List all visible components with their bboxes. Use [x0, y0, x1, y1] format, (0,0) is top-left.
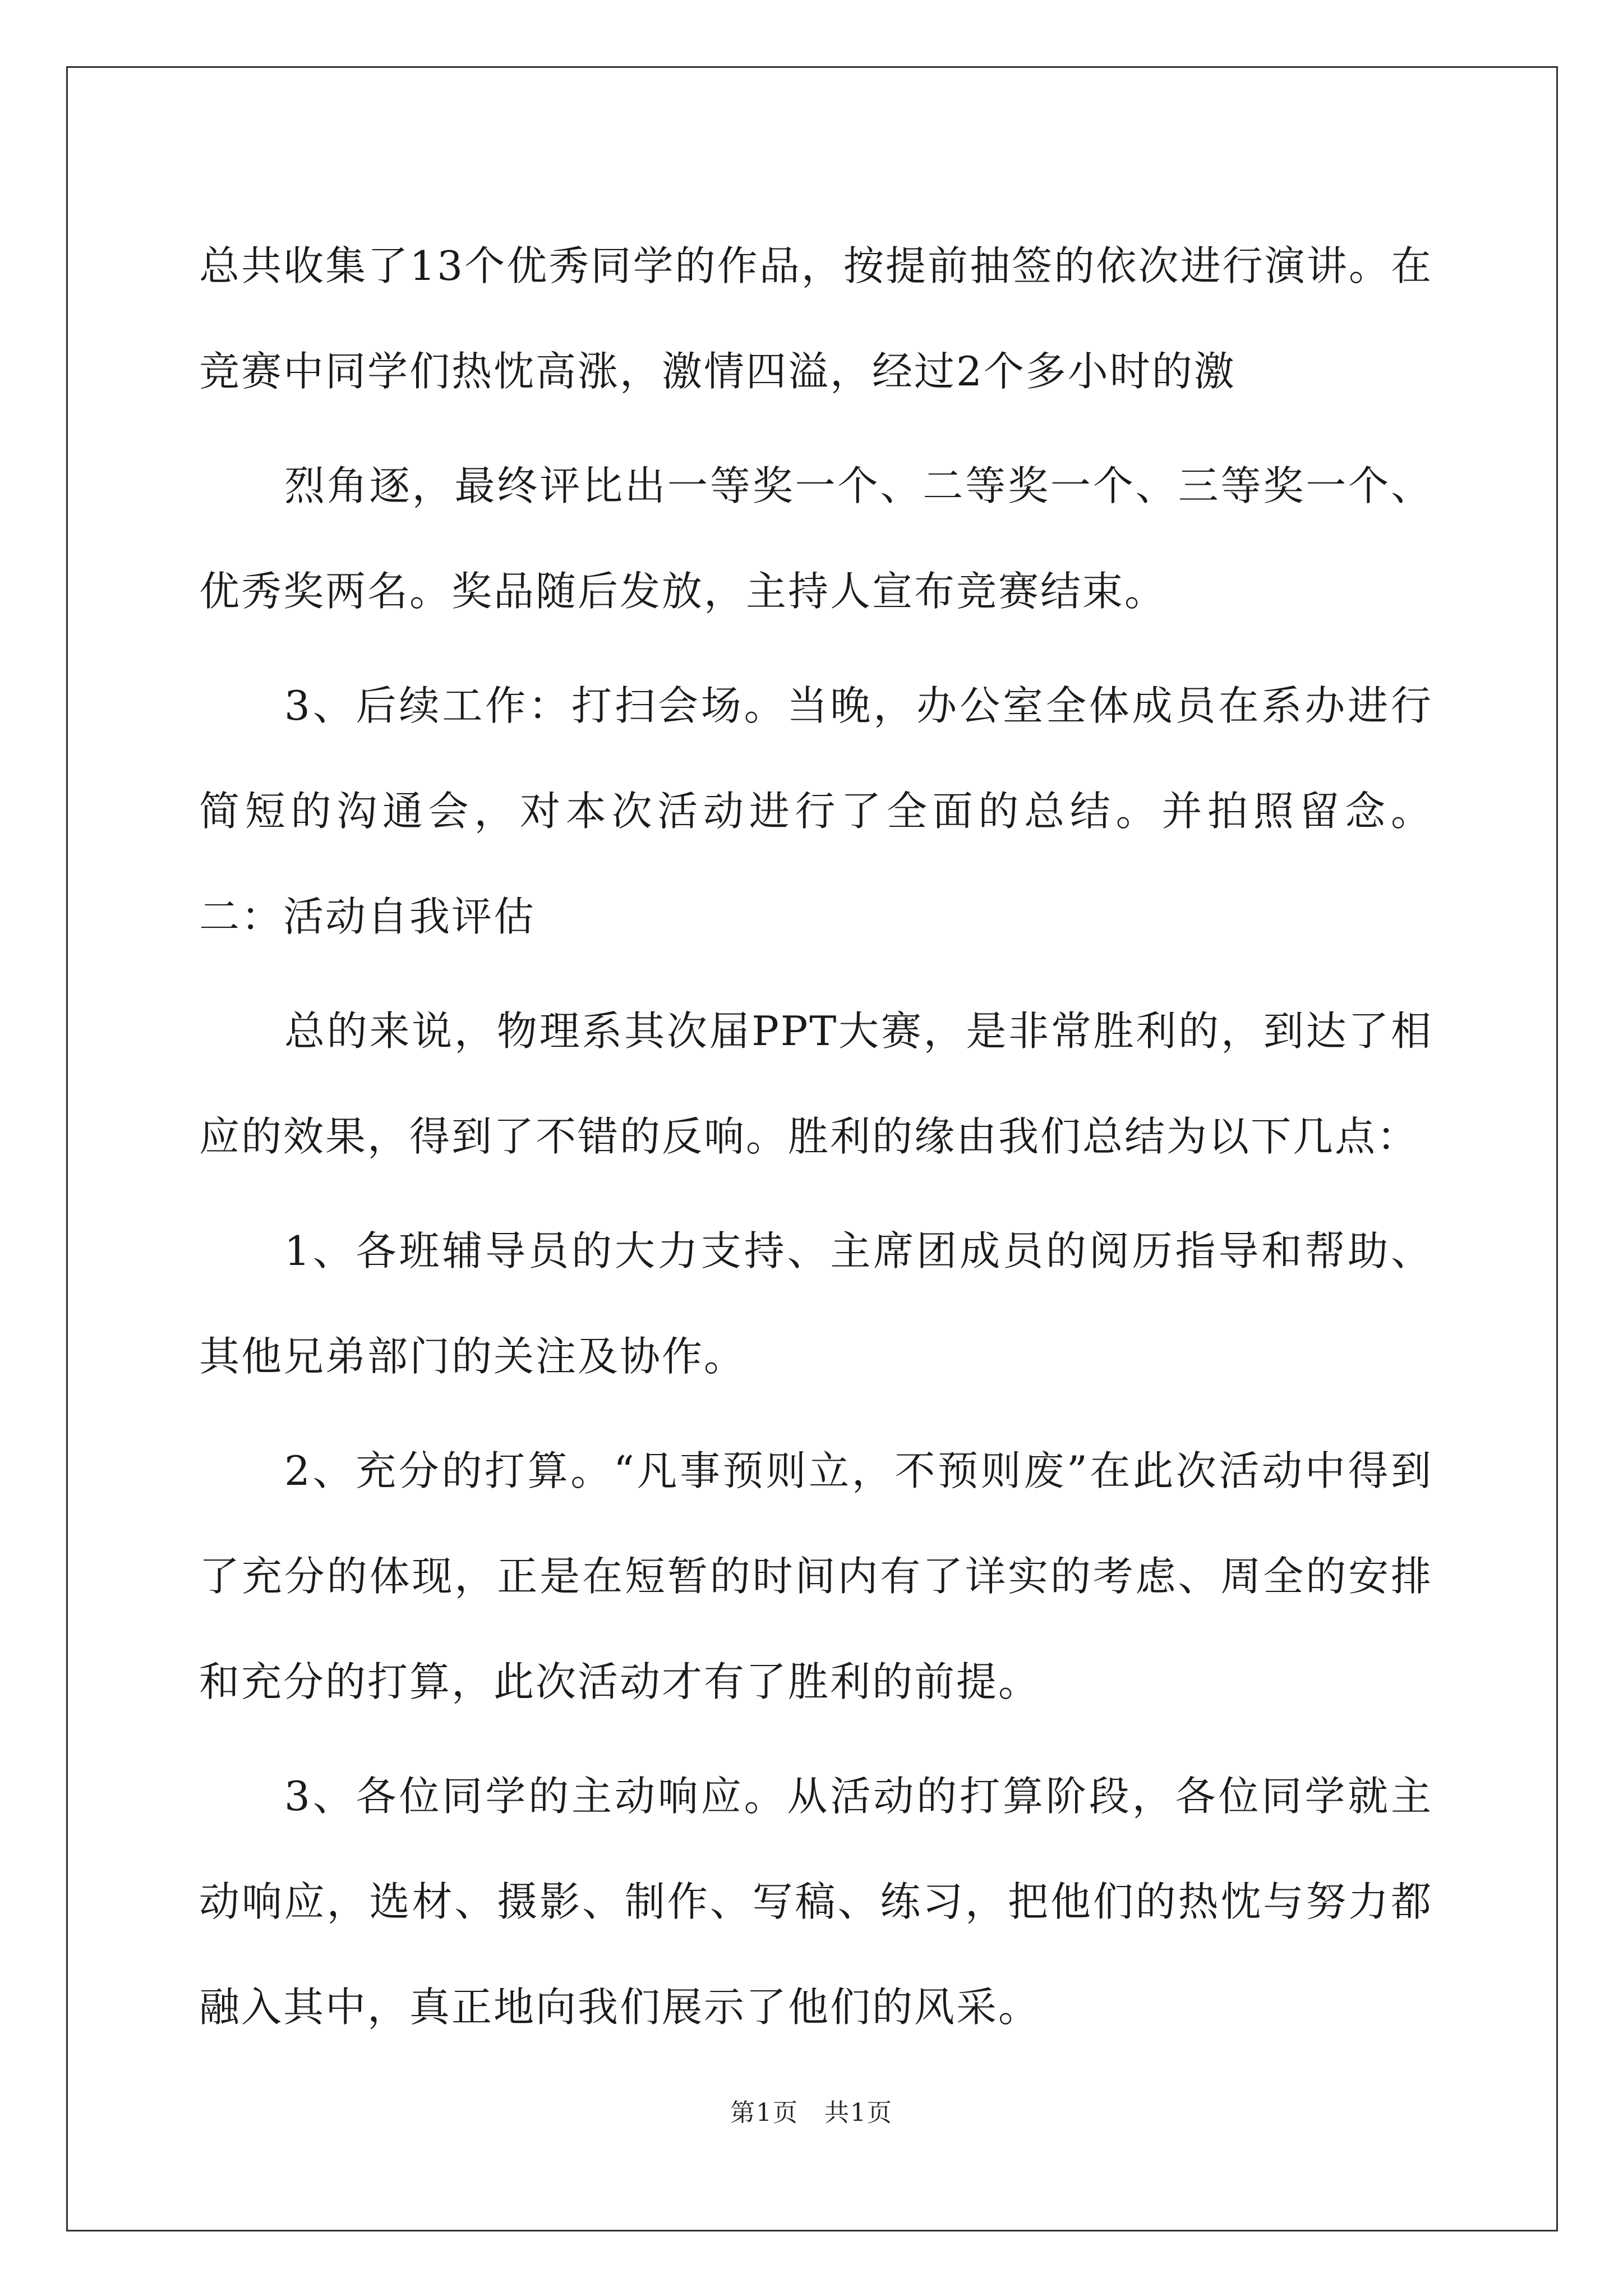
document-body: [199, 213, 1433, 2060]
paragraph-3: 3、后续工作：打扫会场。当晚，办公室全体成员在系办进行简短的沟通会，对本次活动进行了全面的总结。并拍照留念。 二：活动自我评估: [199, 682, 1433, 940]
paragraph-4: 总的来说，物理系其次届PPT大赛，是非常胜利的，到达了相应的效果，得到了不错的反响。胜利的缘由我们总结为以下几点：: [199, 1007, 1433, 1160]
page-footer: 第1页 共1页: [730, 2099, 893, 2127]
paragraph-6: 2、充分的打算。“凡事预则立，不预则废”在此次活动中得到了充分的体现，正是在短暂的时间内有了详实的考虑、周全的安排和充分的打算，此次活动才有了胜利的前提。: [199, 1447, 1433, 1705]
paragraph-7: 3、各位同学的主动响应。从活动的打算阶段，各位同学就主动响应，选材、摄影、制作、写稿、练习，把他们的热忱与努力都融入其中，真正地向我们展示了他们的风采。: [199, 1773, 1433, 2031]
paragraph-2: 烈角逐，最终评比出一等奖一个、二等奖一个、三等奖一个、优秀奖两名。奖品随后发放，主持人宣布竞赛结束。: [199, 462, 1433, 615]
paragraph-5: 1、各班辅导员的大力支持、主席团成员的阅历指导和帮助、其他兄弟部门的关注及协作。: [199, 1227, 1433, 1380]
paragraph-1: 总共收集了13个优秀同学的作品，按提前抽签的依次进行演讲。在竞赛中同学们热忱高涨，激情四溢，经过2个多小时的激: [199, 242, 1433, 395]
